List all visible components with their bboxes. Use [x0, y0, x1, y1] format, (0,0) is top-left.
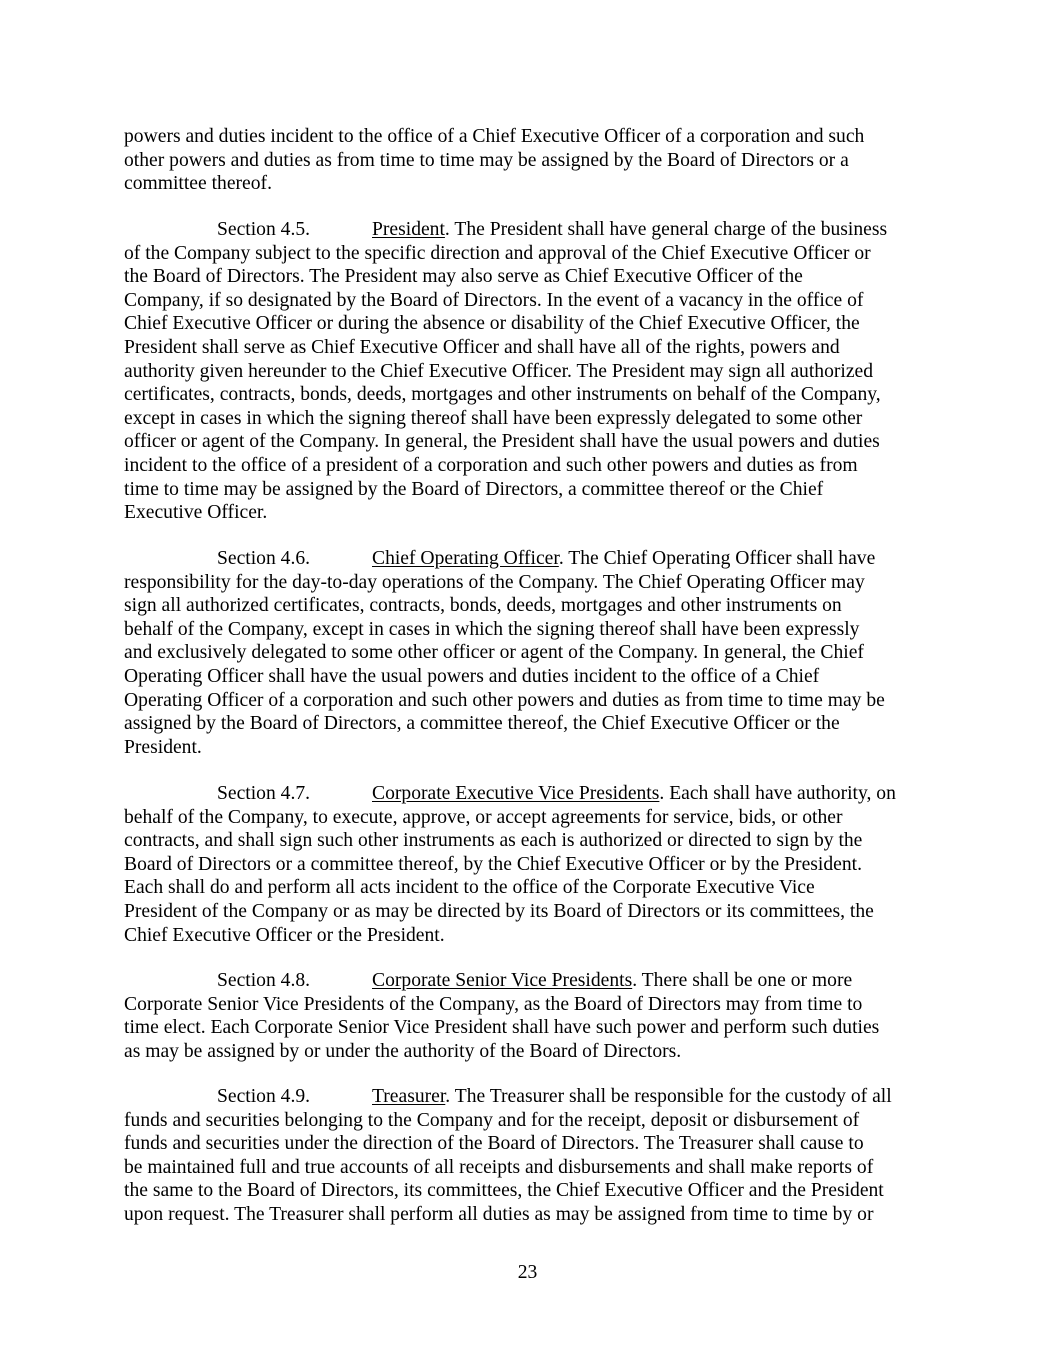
section-4-8-paragraph: [124, 969, 939, 1063]
text-line: responsibility for the day-to-day operations of the Company. The Chief Operating Officer may: [124, 571, 865, 593]
section-first-line-text: . Each shall have authority, on: [659, 783, 896, 804]
text-line: time elect. Each Corporate Senior Vice President shall have such power and perform such duties: [124, 1017, 880, 1039]
text-line: funds and securities under the direction of the Board of Directors. The Treasurer shall cause to: [124, 1133, 864, 1155]
section-4-9-paragraph: [124, 1085, 939, 1227]
section-number: Section 4.9.: [217, 1086, 311, 1107]
text-line: other powers and duties as from time to time may be assigned by the Board of Directors or a: [124, 149, 849, 171]
section-first-line-text: . There shall be one or more: [632, 970, 853, 991]
section-heading-line: [124, 782, 939, 806]
text-line: time to time may be assigned by the Board of Directors, a committee thereof or the Chief: [124, 478, 824, 500]
text-line: assigned by the Board of Directors, a committee thereof, the Chief Executive Officer or the: [124, 713, 840, 735]
section-heading-line: [124, 1085, 939, 1109]
section-title: Chief Operating Officer: [372, 548, 559, 569]
text-line: Board of Directors or a committee thereof, by the Chief Executive Officer or by the President.: [124, 853, 862, 875]
section-4-6-paragraph: [124, 547, 939, 759]
section-title: President: [372, 219, 445, 240]
text-line: upon request. The Treasurer shall perform all duties as may be assigned from time to time by or: [124, 1203, 874, 1225]
text-line: powers and duties incident to the office of a Chief Executive Officer of a corporation and such: [124, 126, 865, 147]
section-first-line-text: . The President shall have general charge of the business: [444, 219, 888, 240]
section-number: Section 4.8.: [217, 970, 311, 991]
section-heading-line: [124, 969, 939, 993]
section-heading-line: [124, 218, 939, 242]
text-line: Corporate Senior Vice Presidents of the Company, as the Board of Directors may from time to: [124, 993, 863, 1015]
text-line: Operating Officer shall have the usual powers and duties incident to the office of a Chief: [124, 665, 820, 687]
text-line: be maintained full and true accounts of all receipts and disbursements and shall make reports of: [124, 1156, 874, 1178]
text-line: behalf of the Company, to execute, approve, or accept agreements for service, bids, or other: [124, 806, 843, 828]
text-line: Each shall do and perform all acts incident to the office of the Corporate Executive Vice: [124, 877, 815, 899]
section-number: Section 4.5.: [217, 219, 311, 240]
text-line: funds and securities belonging to the Company and for the receipt, deposit or disbursement of: [124, 1109, 860, 1131]
section-title: Corporate Executive Vice Presidents: [372, 783, 660, 804]
text-line: the same to the Board of Directors, its committees, the Chief Executive Officer and the President: [124, 1180, 884, 1202]
text-line: except in cases in which the signing thereof shall have been expressly delegated to some other: [124, 407, 863, 429]
text-line: authority given hereunder to the Chief Executive Officer. The President may sign all authorized: [124, 360, 874, 382]
page-number: 23: [517, 1262, 538, 1283]
text-line: Operating Officer of a corporation and such other powers and duties as from time to time may be: [124, 689, 885, 711]
text-line: incident to the office of a president of a corporation and such other powers and duties as from: [124, 454, 858, 476]
text-line: Chief Executive Officer or during the absence or disability of the Chief Executive Officer, the: [124, 313, 860, 335]
text-line: behalf of the Company, except in cases in which the signing thereof shall have been expressly: [124, 618, 860, 640]
text-line: as may be assigned by or under the authority of the Board of Directors.: [124, 1040, 682, 1062]
text-line: sign all authorized certificates, contracts, bonds, deeds, mortgages and other instruments on: [124, 595, 842, 617]
text-line: of the Company subject to the specific direction and approval of the Chief Executive Officer or: [124, 242, 871, 264]
text-line: President.: [124, 736, 202, 758]
section-4-5-paragraph: [124, 218, 939, 525]
text-line: Chief Executive Officer or the President.: [124, 924, 445, 946]
text-line: President shall serve as Chief Executive Officer and shall have all of the rights, powers and: [124, 336, 840, 358]
text-line: Executive Officer.: [124, 502, 268, 524]
text-line: and exclusively delegated to some other officer or agent of the Company. In general, the Chief: [124, 642, 864, 664]
text-line: committee thereof.: [124, 173, 272, 195]
section-number: Section 4.7.: [217, 783, 311, 804]
section-title: Corporate Senior Vice Presidents: [372, 970, 633, 991]
text-line: officer or agent of the Company. In general, the President shall have the usual powers and duties: [124, 431, 880, 453]
section-4-7-paragraph: [124, 782, 939, 947]
section-first-line-text: . The Treasurer shall be responsible for the custody of all: [445, 1086, 892, 1107]
section-heading-line: [124, 547, 939, 571]
text-line: contracts, and shall sign such other instruments as each is authorized or directed to sign by the: [124, 830, 863, 852]
text-line: Company, if so designated by the Board of Directors. In the event of a vacancy in the office of: [124, 289, 864, 311]
text-line: President of the Company or as may be directed by its Board of Directors or its committees, the: [124, 900, 874, 922]
section-number: Section 4.6.: [217, 548, 311, 569]
text-line: the Board of Directors. The President may also serve as Chief Executive Officer of the: [124, 266, 803, 288]
text-line: certificates, contracts, bonds, deeds, mortgages and other instruments on behalf of the Company,: [124, 384, 881, 406]
section-first-line-text: . The Chief Operating Officer shall have: [558, 548, 876, 569]
section-title: Treasurer: [372, 1086, 446, 1107]
paragraph-intro: [124, 125, 939, 196]
